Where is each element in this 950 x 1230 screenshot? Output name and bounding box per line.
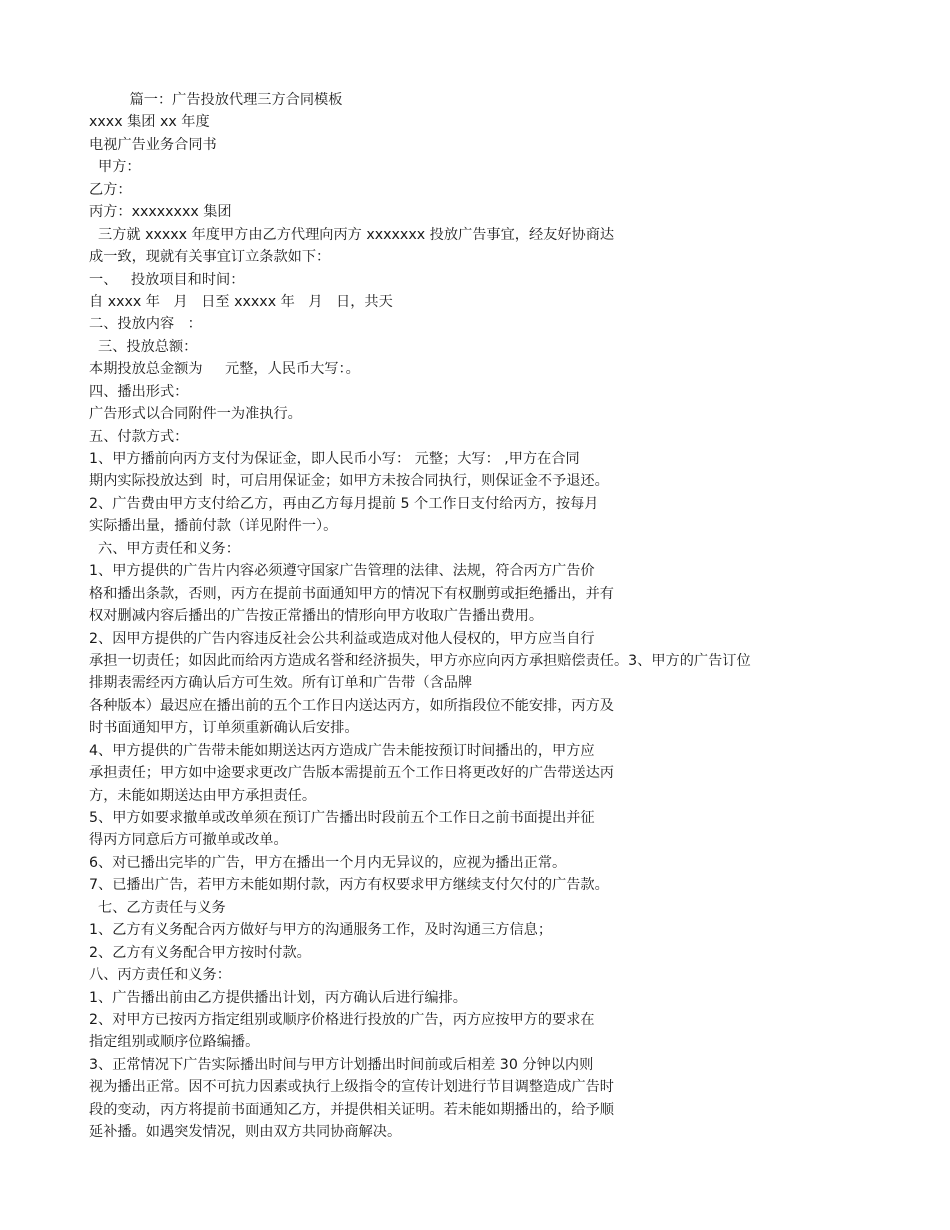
contract-name: 电视广告业务合同书 (89, 136, 217, 153)
body-line: 广告形式以合同附件一为准执行。 (89, 406, 302, 423)
body-line: 期内实际投放达到 时，可启用保证金；如甲方未按合同执行，则保证金不予退还。 (89, 473, 609, 490)
section-heading: 三、投放总额： (89, 338, 198, 355)
body-line: 得丙方同意后方可撤单或改单。 (89, 832, 288, 849)
section-heading: 六、甲方责任和义务： (89, 540, 240, 557)
section-heading: 二、投放内容 ： (89, 316, 202, 333)
contract-text (89, 89, 869, 1144)
body-line: 本期投放总金额为 元整，人民币大写：。 (89, 361, 360, 378)
body-line: 权对删减内容后播出的广告按正常播出的情形向甲方收取广告播出费用。 (89, 608, 544, 625)
section-heading: 八、丙方责任和义务： (89, 967, 231, 984)
body-line: 4、甲方提供的广告带未能如期送达丙方造成广告未能按预订时间播出的，甲方应 (89, 742, 595, 759)
body-line: 视为播出正常。因不可抗力因素或执行上级指令的宣传计划进行节目调整造成广告时 (89, 1079, 614, 1096)
body-line: 延补播。如遇突发情况，则由双方共同协商解决。 (89, 1124, 402, 1141)
body-line: 段的变动，丙方将提前书面通知乙方，并提供相关证明。若未能如期播出的，给予顺 (89, 1101, 614, 1118)
body-line: 1、甲方提供的广告片内容必须遵守国家广告管理的法律、法规，符合丙方广告价 (89, 563, 595, 580)
body-line: 时书面通知甲方，订单须重新确认后安排。 (89, 720, 359, 737)
party-b: 乙方： (89, 181, 132, 198)
section-heading: 七、乙方责任与义务 (89, 899, 226, 916)
body-line: 自 xxxx 年 月 日至 xxxxx 年 月 日，共天 (89, 293, 393, 310)
body-line: 格和播出条款，否则，丙方在提前书面通知甲方的情况下有权删剪或拒绝播出，并有 (89, 585, 614, 602)
body-line: 3、正常情况下广告实际播出时间与甲方计划播出时间前或后相差 30 分钟以内则 (89, 1056, 594, 1073)
party-c: 丙方：xxxxxxxx 集团 (89, 204, 232, 221)
group-year-line: xxxx 集团 xx 年度 (89, 114, 210, 131)
body-line: 2、乙方有义务配合甲方按时付款。 (89, 944, 311, 961)
preamble-line: 成一致，现就有关事宜订立条款如下： (89, 249, 331, 266)
body-line: 各种版本）最迟应在播出前的五个工作日内送达丙方，如所指段位不能安排，丙方及 (89, 697, 614, 714)
body-line: 1、甲方播前向丙方支付为保证金，即人民币小写： 元整；大写： ,甲方在合同 (89, 451, 580, 467)
body-line: 7、已播出广告，若甲方未能如期付款，丙方有权要求甲方继续支付欠付的广告款。 (89, 877, 609, 894)
section-heading: 一、 投放项目和时间： (89, 271, 245, 288)
body-line: 承担一切责任；如因此而给丙方造成名誉和经济损失，甲方亦应向丙方承担赔偿责任。3、甲方的广告订位 (89, 652, 751, 669)
body-line: 方，未能如期送达由甲方承担责任。 (89, 787, 317, 804)
section-heading: 四、播出形式： (89, 383, 189, 400)
section-heading: 五、付款方式： (89, 428, 189, 445)
preamble-line: 三方就 xxxxx 年度甲方由乙方代理向丙方 xxxxxxx 投放广告事宜，经友好协商达 (89, 226, 615, 243)
body-line: 实际播出量，播前付款（详见附件一）。 (89, 518, 338, 535)
body-line: 排期表需经丙方确认后方可生效。所有订单和广告带（含品牌 (89, 675, 473, 692)
body-line: 承担责任；甲方如中途要求更改广告版本需提前五个工作日将更改好的广告带送达丙 (89, 765, 614, 782)
body-line: 2、因甲方提供的广告内容违反社会公共利益或造成对他人侵权的，甲方应当自行 (89, 630, 595, 647)
body-line: 6、对已播出完毕的广告，甲方在播出一个月内无异议的，应视为播出正常。 (89, 854, 567, 871)
body-line: 2、广告费由甲方支付给乙方，再由乙方每月提前 5 个工作日支付给丙方，按每月 (89, 495, 599, 512)
body-line: 5、甲方如要求撤单或改单须在预订广告播出时段前五个工作日之前书面提出并征 (89, 810, 595, 826)
party-a: 甲方： (89, 159, 141, 176)
document-title: 篇一：广告投放代理三方合同模板 (89, 92, 343, 108)
body-line: 1、乙方有义务配合丙方做好与甲方的沟通服务工作，及时沟通三方信息； (89, 922, 553, 939)
body-line: 2、对甲方已按丙方指定组别或顺序价格进行投放的广告，丙方应按甲方的要求在 (89, 1011, 595, 1028)
body-line: 指定组别或顺序位路编播。 (89, 1034, 260, 1051)
body-line: 1、广告播出前由乙方提供播出计划，丙方确认后进行编排。 (89, 989, 467, 1006)
